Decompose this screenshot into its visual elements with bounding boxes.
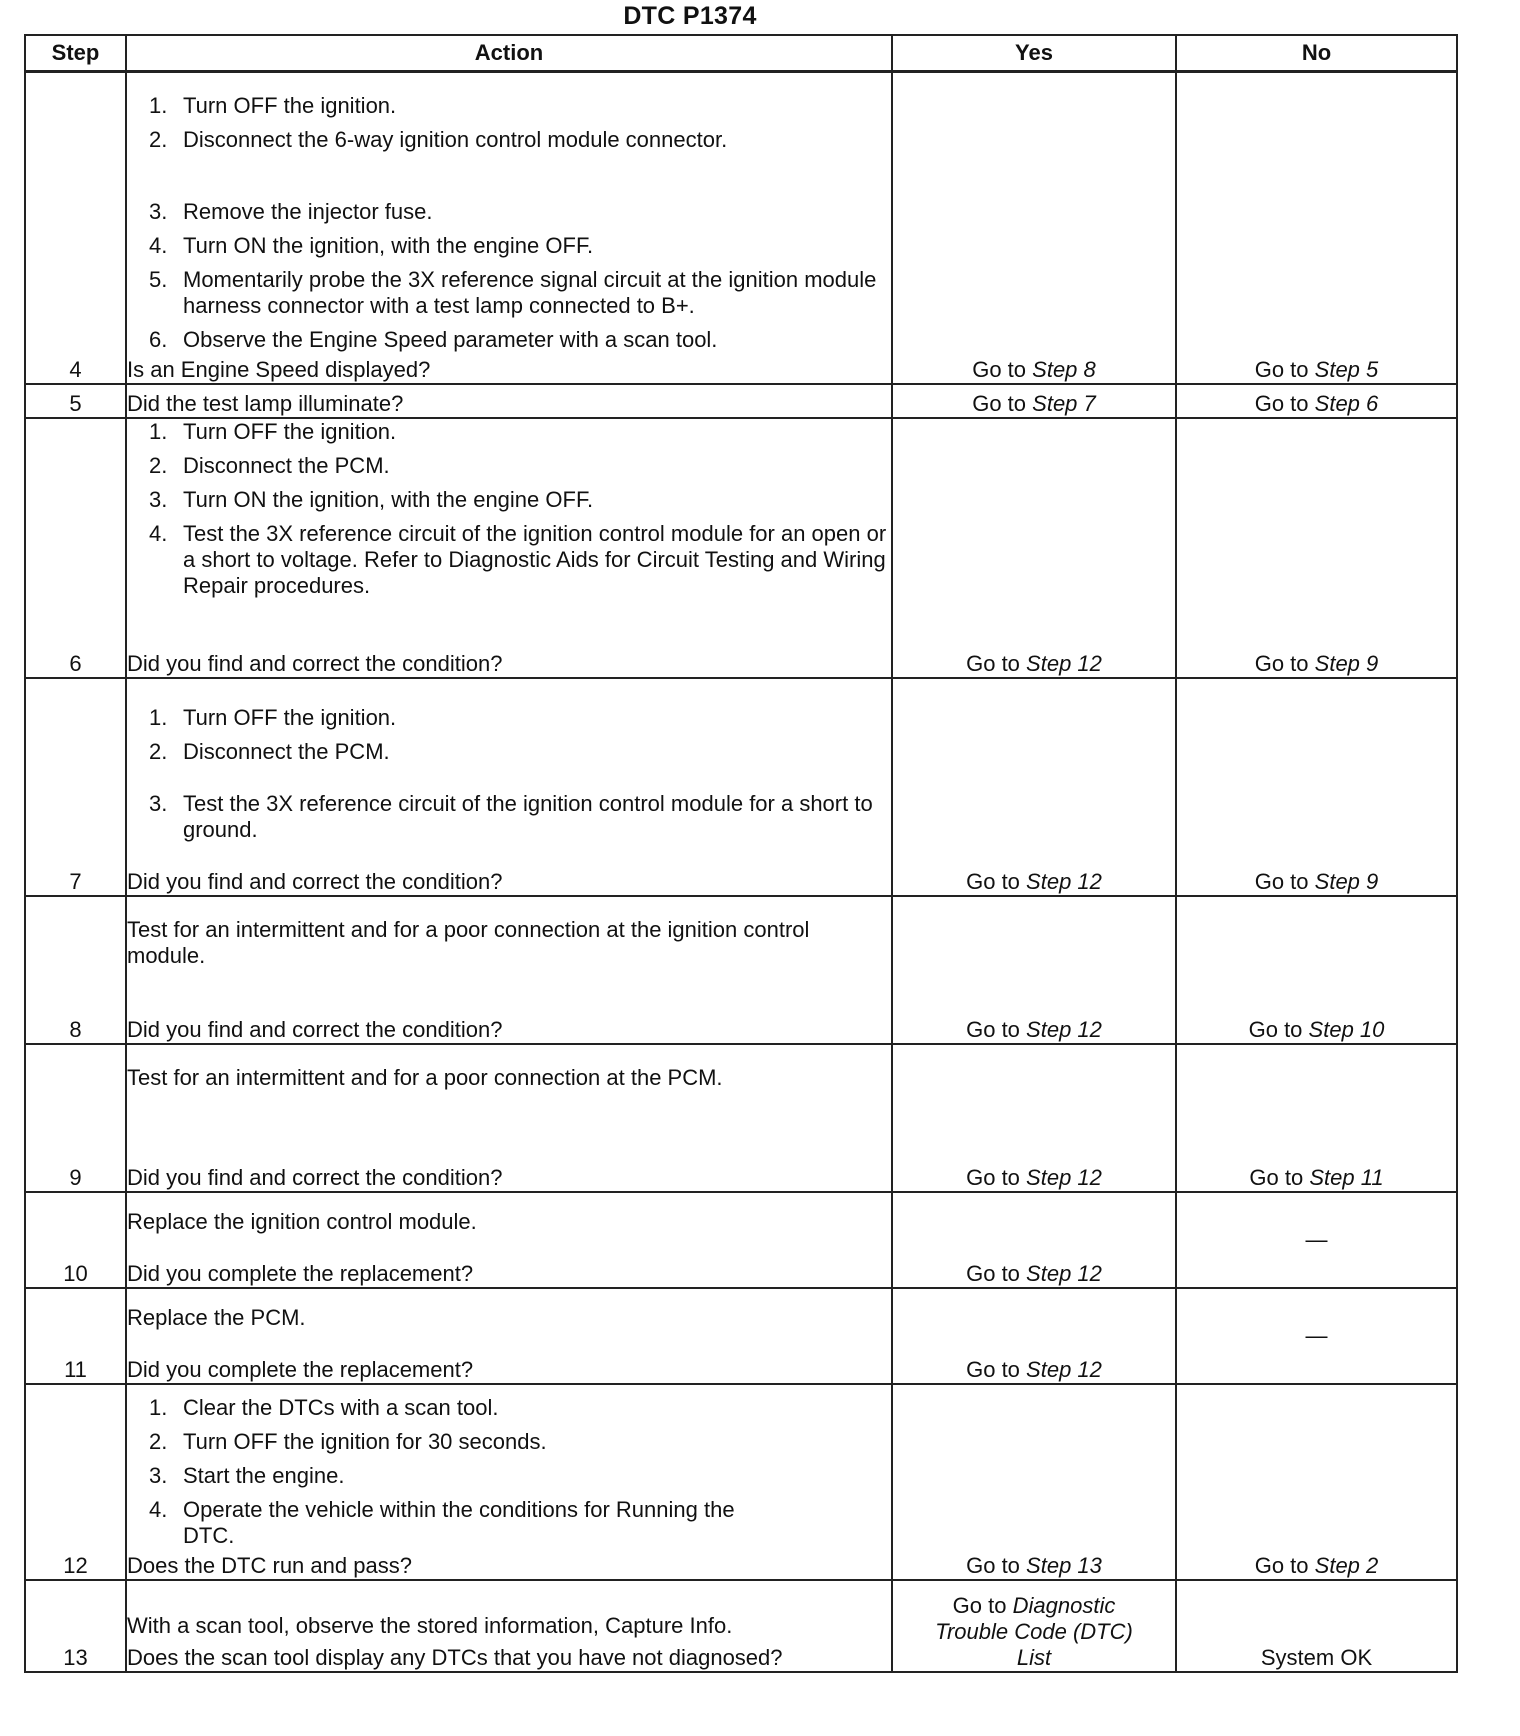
step-number: 5: [25, 384, 126, 418]
header-no: No: [1176, 35, 1457, 72]
step-number: 11: [25, 1288, 126, 1384]
list-item: 2. Turn OFF the ignition for 30 seconds.: [149, 1428, 547, 1454]
list-item: 1. Clear the DTCs with a scan tool.: [149, 1394, 499, 1420]
list-item: 3. Remove the injector fuse.: [149, 198, 433, 224]
table-row: [25, 1044, 1457, 1192]
question-text: Did you find and correct the condition?: [127, 1164, 503, 1190]
no-cell: Go to Step 9: [1176, 418, 1457, 678]
action-list: [127, 1395, 891, 1549]
step-number: 7: [25, 678, 126, 896]
step-link: Step 7: [1032, 390, 1096, 416]
action-list: [127, 93, 891, 353]
no-cell: Go to Step 2: [1176, 1384, 1457, 1580]
step-link: Step 12: [1026, 868, 1102, 894]
yes-cell: Go to Step 12: [892, 1288, 1176, 1384]
action-cell: [126, 1044, 892, 1192]
yes-cell: Go to Step 12: [892, 678, 1176, 896]
action-text: Test for an intermittent and for a poor connection at the ignition control module.: [127, 916, 810, 968]
list-item: 2. Disconnect the 6-way ignition control module connector.: [149, 126, 728, 152]
table-header-row: [25, 35, 1457, 72]
question-text: Did you complete the replacement?: [127, 1260, 474, 1286]
step-number: 10: [25, 1192, 126, 1288]
yes-cell: Go to Step 12: [892, 1192, 1176, 1288]
action-cell: [126, 384, 892, 418]
table-row: [25, 678, 1457, 896]
action-cell: [126, 1192, 892, 1288]
question-text: Did you find and correct the condition?: [127, 868, 503, 894]
page-title: DTC P1374: [623, 2, 757, 30]
action-list: [127, 419, 891, 599]
no-cell: System OK: [1176, 1580, 1457, 1672]
step-link: Step 11: [1309, 1164, 1384, 1190]
list-item: 3. Turn ON the ignition, with the engine OFF.: [149, 486, 594, 512]
no-cell: Go to Step 6: [1176, 384, 1457, 418]
list-item: 3. Start the engine.: [149, 1462, 345, 1488]
step-number: 6: [25, 418, 126, 678]
question-text: Did you complete the replacement?: [127, 1356, 474, 1382]
yes-cell: Go to Step 12: [892, 1044, 1176, 1192]
table-row: [25, 896, 1457, 1044]
step-link: Step 12: [1026, 650, 1102, 676]
step-link: Step 8: [1032, 356, 1096, 382]
step-link: Step 5: [1314, 356, 1379, 382]
action-cell: [126, 896, 892, 1044]
list-item: 2. Disconnect the PCM.: [149, 738, 390, 764]
step-link: Step 13: [1026, 1552, 1102, 1578]
diagnostic-table: [24, 34, 1458, 1673]
step-link: Step 10: [1308, 1016, 1385, 1042]
step-number: 4: [25, 72, 126, 384]
table-row: [25, 1384, 1457, 1580]
list-item: 1. Turn OFF the ignition.: [149, 704, 397, 730]
action-text: With a scan tool, observe the stored information, Capture Info.: [127, 1612, 733, 1638]
question-text: Did you find and correct the condition?: [127, 1016, 503, 1042]
list-item: 4. Test the 3X reference circuit of the ignition control module for an open or a short to voltage. Refer to Diagnostic Aids for Circuit Testing and Wiring Repair procedures.: [149, 520, 887, 598]
question-text: Is an Engine Speed displayed?: [127, 356, 431, 382]
step-link: Step 12: [1026, 1356, 1102, 1382]
question-text: Did the test lamp illuminate?: [127, 390, 404, 416]
list-item: 2. Disconnect the PCM.: [149, 452, 390, 478]
table-row: [25, 418, 1457, 678]
action-cell: [126, 1384, 892, 1580]
yes-cell: Go to Step 12: [892, 418, 1176, 678]
list-item: 4. Operate the vehicle within the conditions for Running the DTC.: [149, 1496, 735, 1548]
yes-cell: Go to Step 7: [892, 384, 1176, 418]
step-link: Step 12: [1026, 1260, 1102, 1286]
question-text: Does the DTC run and pass?: [127, 1552, 412, 1578]
step-link: Step 9: [1314, 650, 1379, 676]
table-row: [25, 1580, 1457, 1672]
table-row: [25, 1192, 1457, 1288]
table-row: [25, 1288, 1457, 1384]
no-cell: Go to Step 11: [1176, 1044, 1457, 1192]
action-cell: [126, 1580, 892, 1672]
step-link: Step 12: [1026, 1016, 1102, 1042]
table-row: [25, 72, 1457, 384]
no-cell: Go to Step 10: [1176, 896, 1457, 1044]
no-cell: Go to Step 5: [1176, 72, 1457, 384]
step-link: Step 12: [1026, 1164, 1102, 1190]
question-text: Does the scan tool display any DTCs that you have not diagnosed?: [127, 1644, 783, 1670]
step-number: 12: [25, 1384, 126, 1580]
action-text: Test for an intermittent and for a poor connection at the PCM.: [127, 1064, 723, 1090]
list-item: 4. Turn ON the ignition, with the engine OFF.: [149, 232, 594, 258]
yes-cell: Go to Step 8: [892, 72, 1176, 384]
action-cell: [126, 678, 892, 896]
list-item: 6. Observe the Engine Speed parameter with a scan tool.: [149, 326, 718, 352]
step-link: Step 6: [1314, 390, 1379, 416]
step-number: 13: [25, 1580, 126, 1672]
list-item: 1. Turn OFF the ignition.: [149, 92, 397, 118]
header-step: Step: [25, 35, 126, 72]
action-cell: [126, 418, 892, 678]
list-item: 5. Momentarily probe the 3X reference signal circuit at the ignition module harness connector with a test lamp connected to B+.: [149, 266, 877, 318]
step-number: 8: [25, 896, 126, 1044]
action-text: Replace the PCM.: [127, 1304, 306, 1330]
list-item: 3. Test the 3X reference circuit of the ignition control module for a short to ground.: [149, 790, 873, 842]
yes-cell: Go to Diagnostic Trouble Code (DTC) List: [892, 1580, 1176, 1672]
no-cell: Go to Step 9: [1176, 678, 1457, 896]
step-link: Step 9: [1314, 868, 1379, 894]
step-link: Diagnostic Trouble Code (DTC) List: [935, 1592, 1133, 1670]
action-cell: [126, 72, 892, 384]
action-text: Replace the ignition control module.: [127, 1208, 477, 1234]
yes-cell: Go to Step 13: [892, 1384, 1176, 1580]
question-text: Did you find and correct the condition?: [127, 650, 503, 676]
no-cell: —: [1176, 1288, 1457, 1384]
header-action: Action: [126, 35, 892, 72]
header-yes: Yes: [892, 35, 1176, 72]
action-cell: [126, 1288, 892, 1384]
action-list: [127, 705, 891, 843]
table-row: [25, 384, 1457, 418]
yes-cell: Go to Step 12: [892, 896, 1176, 1044]
step-link: Step 2: [1314, 1552, 1379, 1578]
step-number: 9: [25, 1044, 126, 1192]
no-cell: —: [1176, 1192, 1457, 1288]
list-item: 1. Turn OFF the ignition.: [149, 418, 397, 444]
